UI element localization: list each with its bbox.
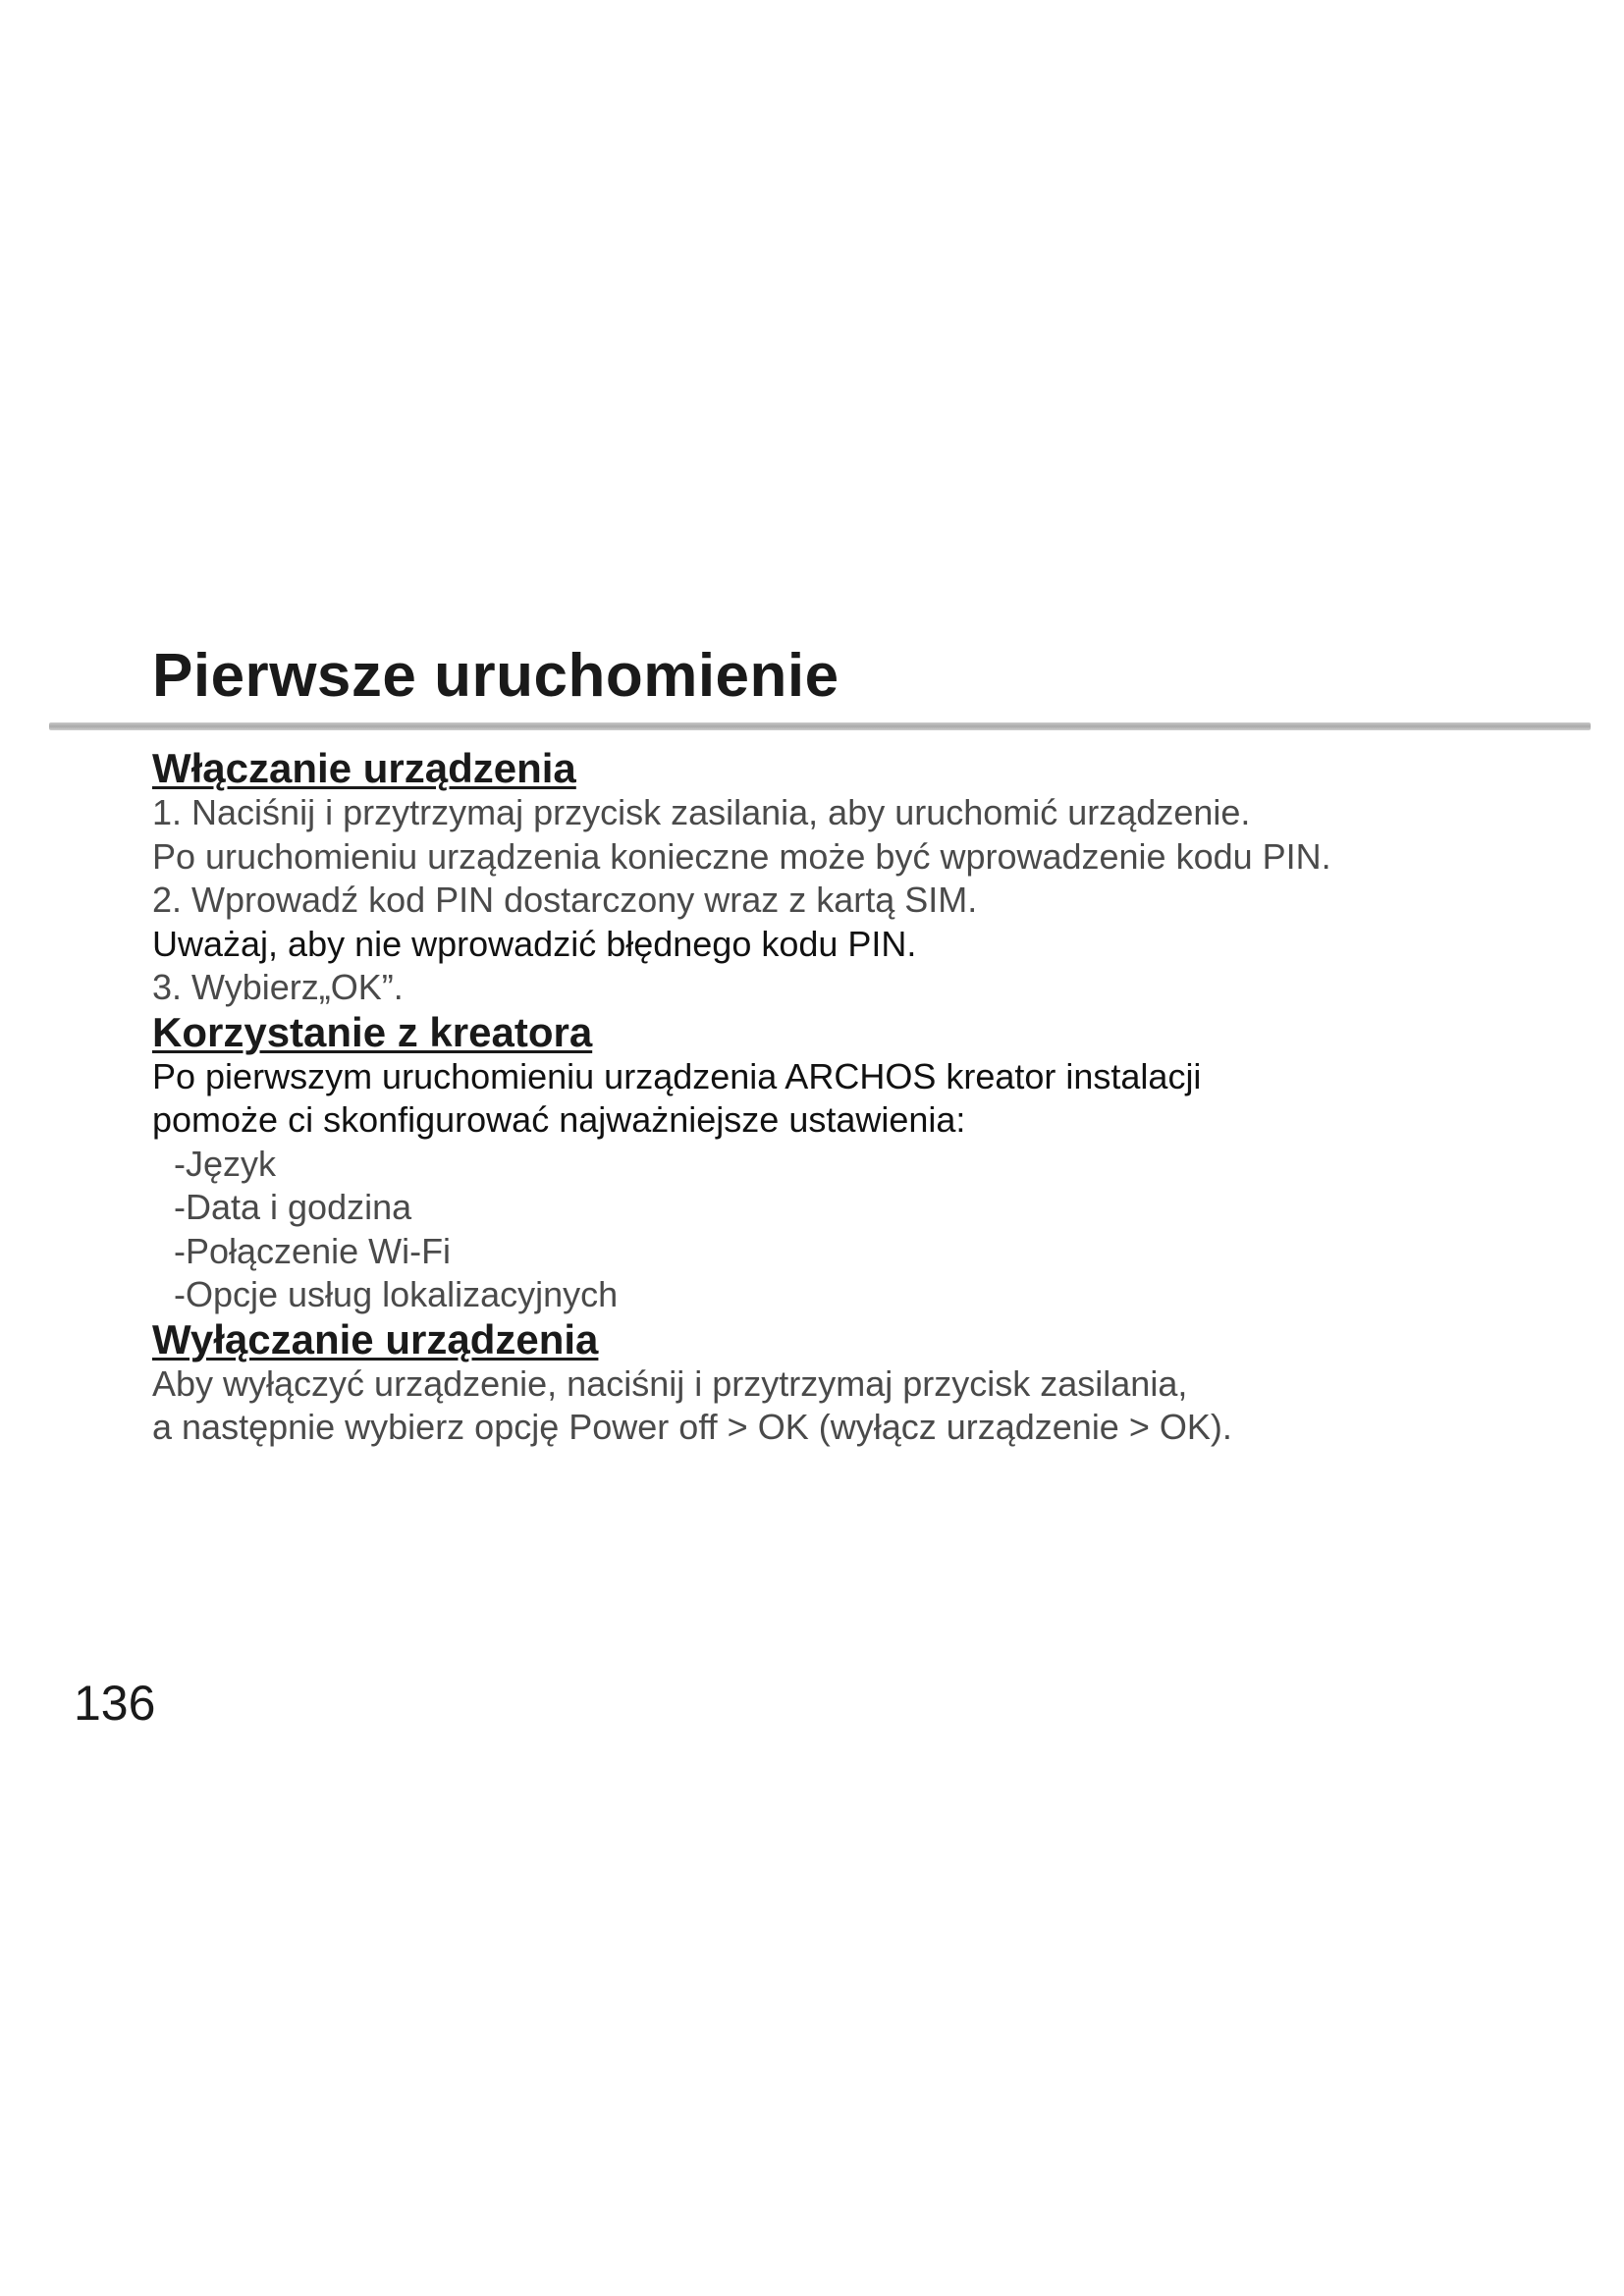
paragraph-line: pomoże ci skonfigurować najważniejsze ustawienia: (152, 1099, 966, 1140)
page-content (152, 746, 1546, 1450)
list-item: -Opcje usług lokalizacyjnych (174, 1274, 619, 1314)
list-item: -Połączenie Wi-Fi (174, 1230, 452, 1271)
list-item: -Język (174, 1143, 277, 1184)
title-divider (49, 722, 1591, 730)
paragraph-line: Aby wyłączyć urządzenie, naciśnij i przytrzymaj przycisk zasilania, (152, 1362, 1188, 1404)
section-heading-wizard: Korzystanie z kreatora (152, 1008, 593, 1055)
paragraph-line: a następnie wybierz opcję Power off > OK (wyłącz urządzenie > OK). (152, 1407, 1232, 1447)
section-power-on (152, 746, 1546, 1010)
step-line: 1. Naciśnij i przytrzymaj przycisk zasilania, aby uruchomić urządzenie. (152, 792, 1251, 832)
step-line: 2. Wprowadź kod PIN dostarczony wraz z kartą SIM. (152, 880, 978, 920)
page-number: 136 (74, 1676, 156, 1731)
section-heading-power-on: Włączanie urządzenia (152, 745, 576, 791)
paragraph-line: Po pierwszym uruchomieniu urządzenia ARCHOS kreator instalacji (152, 1055, 1202, 1096)
step-line: 3. Wybierz„OK”. (152, 967, 404, 1007)
warning-line: Uważaj, aby nie wprowadzić błędnego kodu PIN. (152, 923, 917, 964)
page-title: Pierwsze uruchomienie (152, 642, 839, 710)
list-item: -Data i godzina (174, 1187, 412, 1227)
step-line: Po uruchomieniu urządzenia konieczne może być wprowadzenie kodu PIN. (152, 835, 1331, 877)
section-wizard (152, 1010, 1546, 1317)
section-power-off (152, 1317, 1546, 1450)
section-heading-power-off: Wyłączanie urządzenia (152, 1315, 599, 1362)
